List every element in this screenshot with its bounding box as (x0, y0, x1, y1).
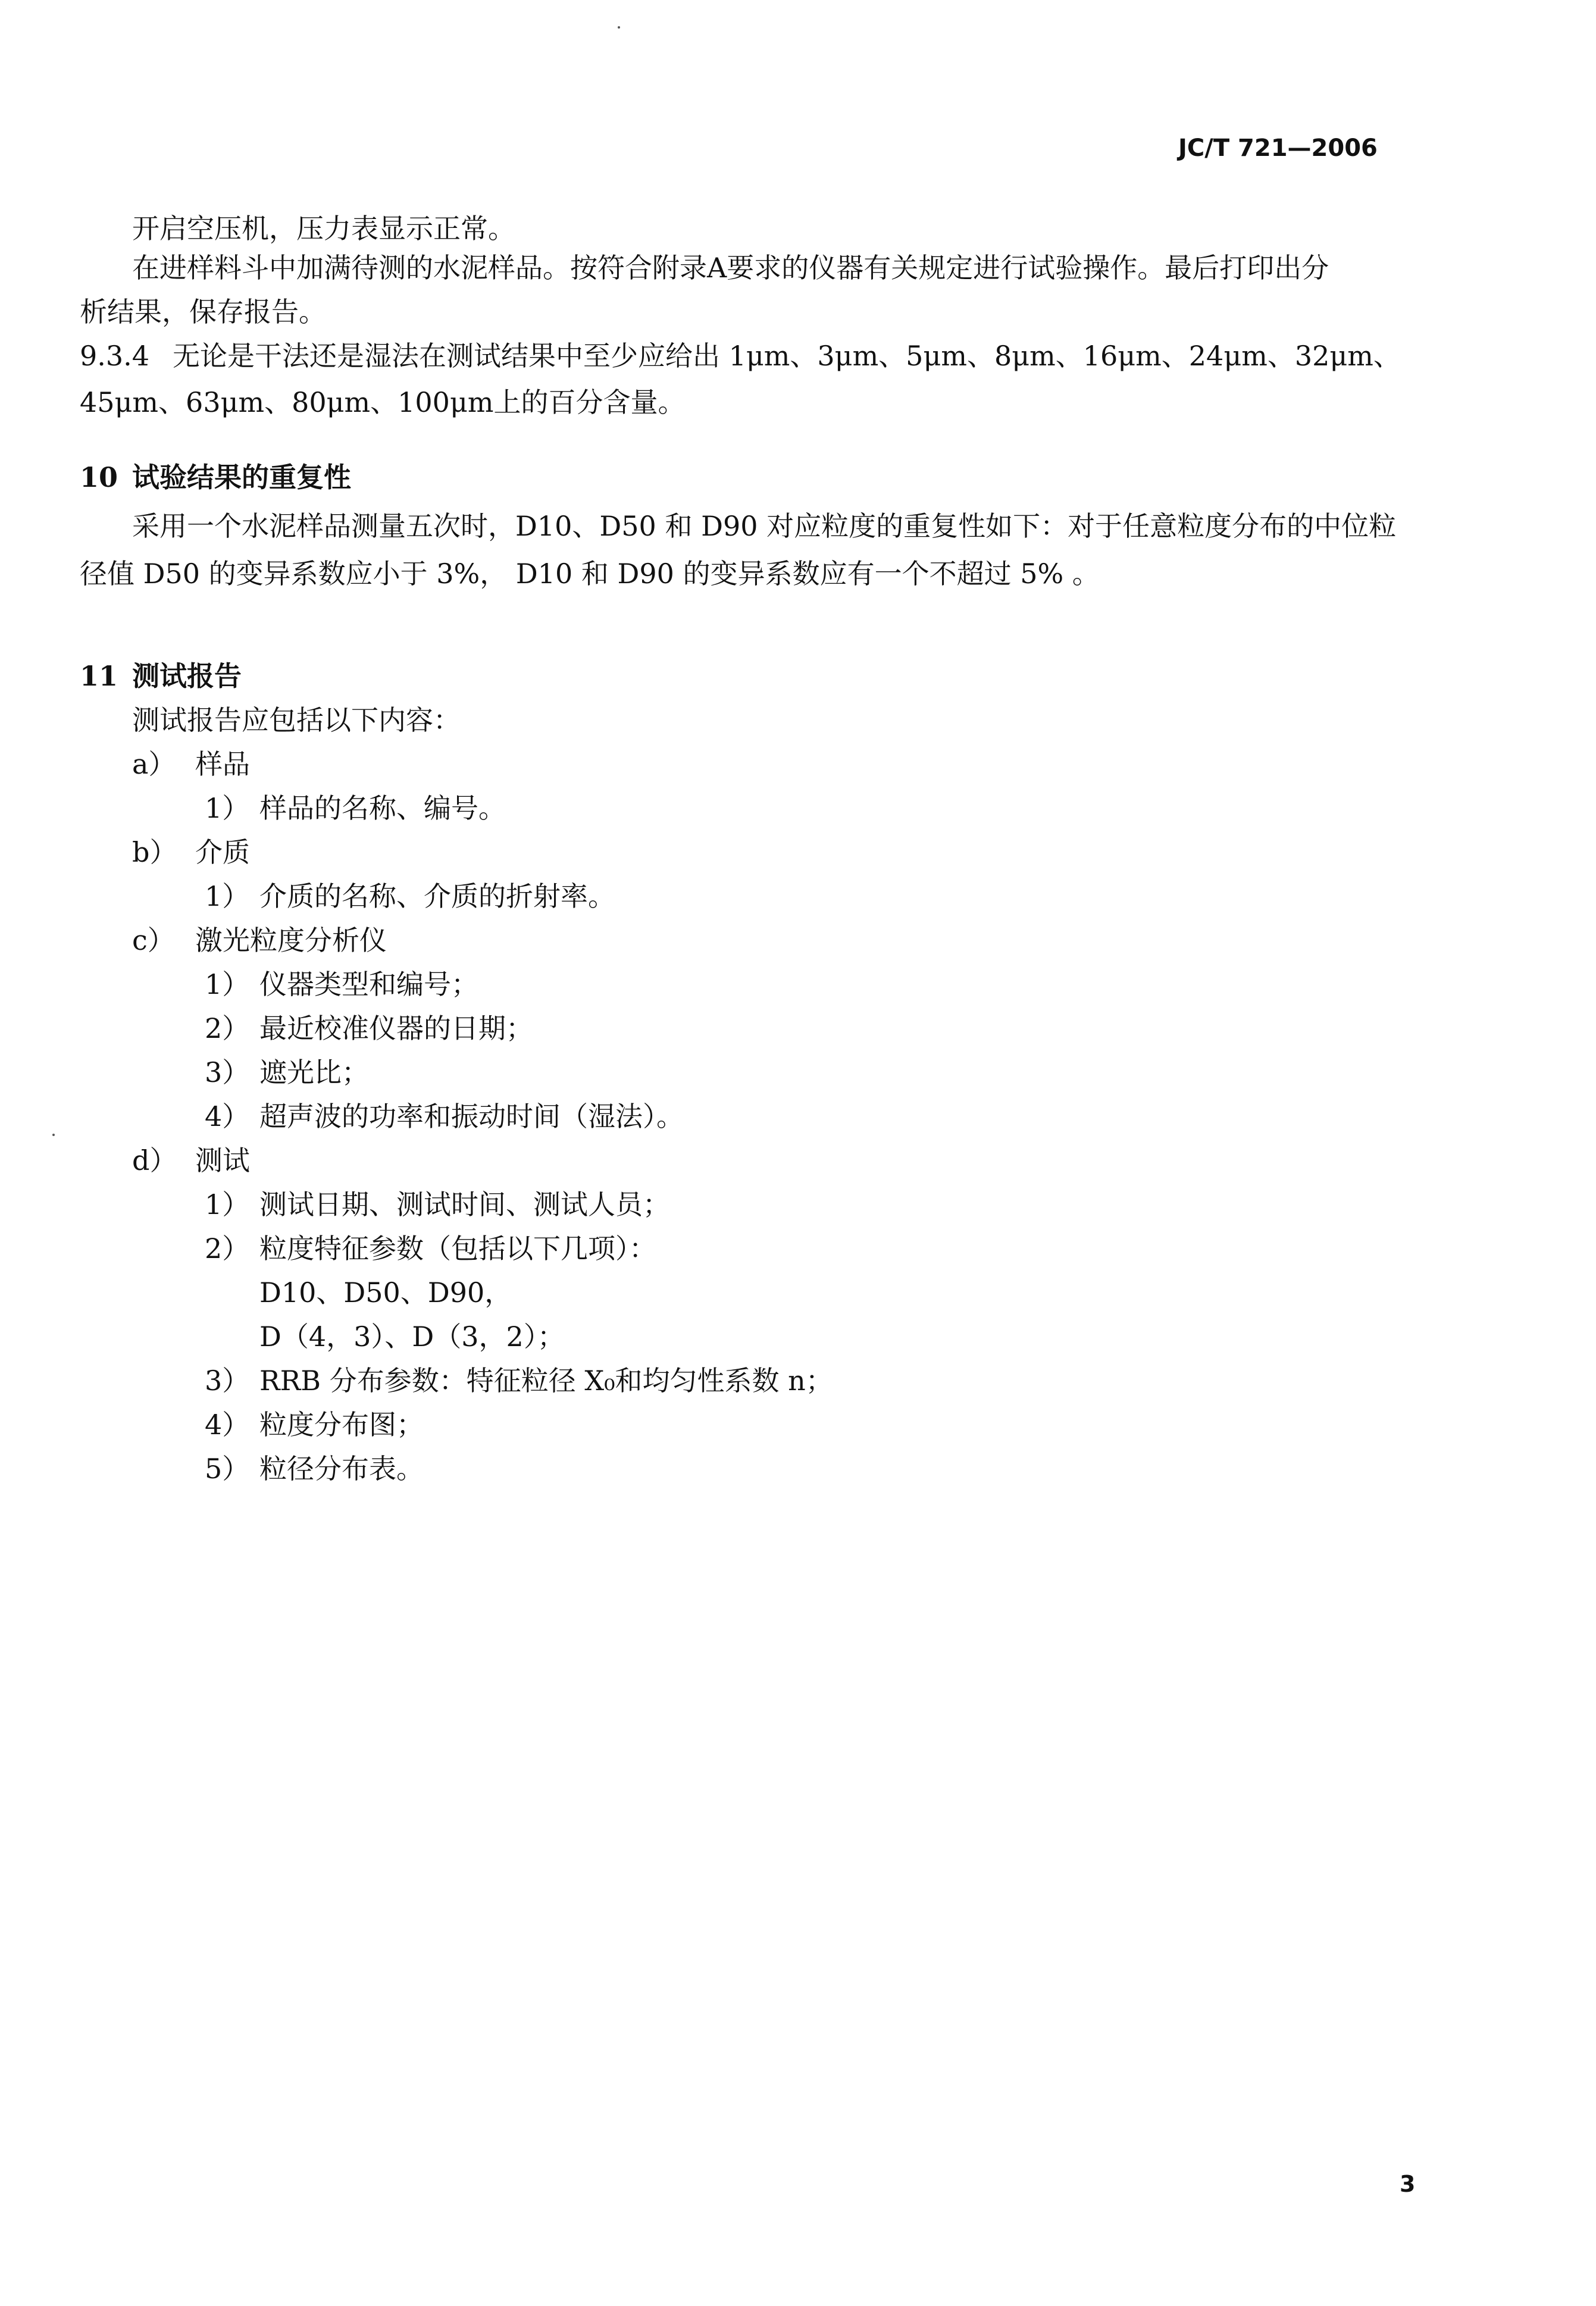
list-item-text: RRB 分布参数：特征粒径 X₀和均匀性系数 n； (259, 1365, 833, 1397)
list-item-number: 2） (205, 1232, 250, 1265)
list-item-text: 测试日期、测试时间、测试人员； (259, 1188, 670, 1221)
list-item-text: D10、D50、D90， (259, 1276, 512, 1309)
list-item-number: 1） (205, 880, 250, 912)
paragraph-sample-line2: 析结果，保存报告。 (80, 296, 326, 328)
list-item-text: 粒径分布表。 (259, 1453, 424, 1485)
group-title: 样品 (195, 748, 250, 780)
list-item-number: 5） (205, 1453, 250, 1485)
list-item-text: 超声波的功率和振动时间（湿法）。 (259, 1100, 684, 1132)
section11-intro: 测试报告应包括以下内容： (132, 704, 461, 736)
list-item-text: 粒度特征参数（包括以下几项）： (259, 1232, 656, 1265)
section10-title: 试验结果的重复性 (132, 461, 351, 493)
group-label: d） (132, 1144, 177, 1177)
list-item-number: 3） (205, 1056, 250, 1088)
group-title: 测试 (195, 1144, 250, 1177)
section11-title: 测试报告 (132, 660, 242, 692)
list-item-text: 介质的名称、介质的折射率。 (259, 880, 615, 912)
list-item-number: 2） (205, 1012, 250, 1044)
paragraph-sample-line1: 在进样料斗中加满待测的水泥样品。按符合附录A要求的仪器有关规定进行试验操作。最后打印出分 (132, 252, 1329, 284)
list-item-text: 最近校准仪器的日期； (259, 1012, 533, 1044)
list-item-text: 仪器类型和编号； (259, 968, 478, 1000)
list-item-number: 3） (205, 1365, 250, 1397)
list-item-number: 1） (205, 1188, 250, 1221)
clause-text-line2: 45μm、63μm、80μm、100μm上的百分含量。 (80, 386, 686, 418)
list-item-number: 4） (205, 1100, 250, 1132)
list-item-number: 1） (205, 968, 250, 1000)
scan-speck (52, 1134, 55, 1136)
section10-number: 10 (80, 461, 118, 493)
list-item-number: 1） (205, 792, 250, 824)
section10-line1: 采用一个水泥样品测量五次时，D10、D50 和 D90 对应粒度的重复性如下：对于任意粒度分布的中位粒 (132, 510, 1397, 542)
paragraph-compressor: 开启空压机，压力表显示正常。 (132, 212, 515, 245)
group-label: a） (132, 748, 176, 780)
group-title: 介质 (195, 836, 250, 868)
section10-line2: 径值 D50 的变异系数应小于 3%， D10 和 D90 的变异系数应有一个不超过 5% 。 (80, 558, 1100, 590)
list-item-text: 遮光比； (259, 1056, 369, 1088)
section11-number: 11 (80, 660, 118, 692)
group-title: 激光粒度分析仪 (195, 924, 387, 956)
clause-number: 9.3.4 (80, 340, 150, 372)
list-item-text: D（4，3）、D（3，2）； (259, 1321, 565, 1353)
scan-speck (618, 26, 620, 29)
group-label: b） (132, 836, 177, 868)
standard-number: JC/T 721—2006 (1178, 134, 1378, 162)
list-item-number: 4） (205, 1409, 250, 1441)
clause-text-line1: 无论是干法还是湿法在测试结果中至少应给出 1μm、3μm、5μm、8μm、16μm、24μm、32μm、 (173, 340, 1401, 372)
group-label: c） (132, 924, 175, 956)
list-item-text: 样品的名称、编号。 (259, 792, 506, 824)
page-number: 3 (1400, 2171, 1416, 2197)
list-item-text: 粒度分布图； (259, 1409, 424, 1441)
